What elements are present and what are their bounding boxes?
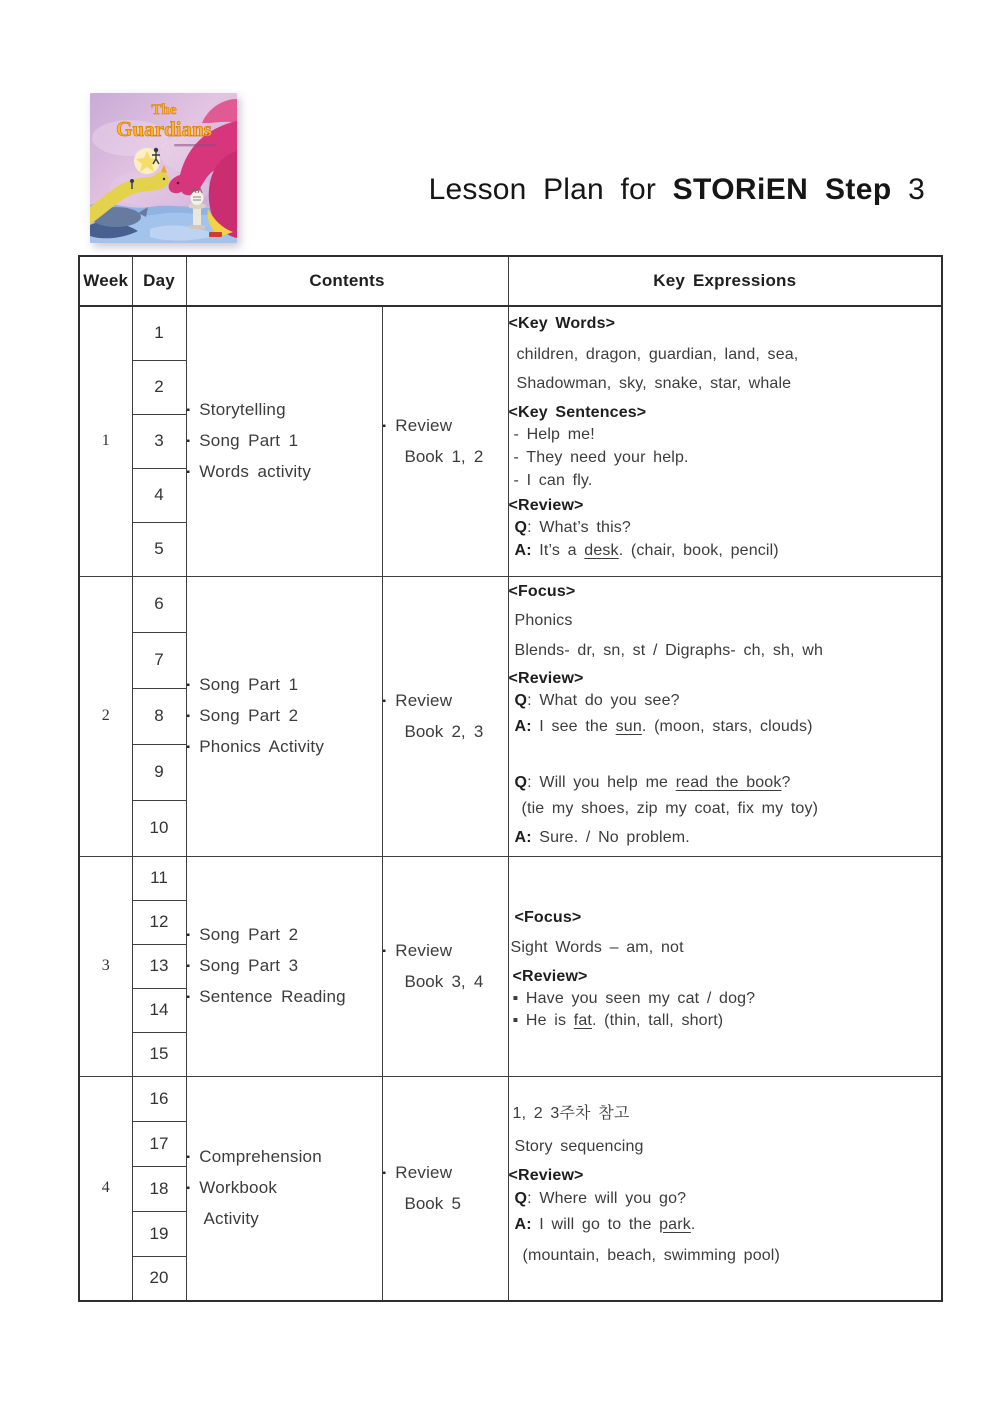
child-figure	[154, 148, 158, 152]
page-title-prefix: Lesson Plan for	[428, 173, 657, 206]
review-cell	[382, 576, 508, 856]
day-cell: 3	[132, 414, 186, 468]
day-cell: 12	[132, 900, 186, 944]
key-text: Shadowman, sky, snake, star, whale	[516, 375, 792, 392]
contents-item	[187, 457, 382, 488]
key-expressions-cell	[508, 1076, 942, 1301]
key-expression-line	[509, 1103, 942, 1125]
snake-head	[153, 172, 169, 188]
key-text: (mountain, beach, swimming pool)	[522, 1246, 780, 1264]
key-text-bold: <Review>	[508, 669, 584, 687]
contents-item	[187, 395, 382, 426]
key-expression-line	[509, 581, 942, 603]
key-text: - I can fly.	[513, 472, 593, 489]
week-cell: 2	[79, 576, 132, 856]
key-text: .	[690, 1215, 696, 1233]
key-text-bold: <Key Sentences>	[508, 404, 647, 421]
key-expression-line	[509, 1214, 942, 1236]
bullet-icon: ▪	[382, 695, 387, 707]
bullet-icon: ▪	[382, 1167, 387, 1179]
key-expression-line	[509, 447, 942, 469]
contents-item	[187, 920, 382, 951]
page-title	[429, 173, 925, 207]
key-expression-line	[509, 344, 942, 366]
contents-item	[187, 1142, 382, 1173]
key-text: Phonics	[514, 611, 573, 629]
bullet-icon: ▪	[186, 466, 191, 478]
key-text-bold: <Review>	[508, 497, 584, 514]
bullet-icon: ▪	[186, 679, 191, 691]
review-cell	[382, 856, 508, 1076]
lesson-plan-table	[78, 255, 943, 1302]
key-text: I see the	[531, 717, 616, 735]
key-text-underlined: fat	[573, 1011, 592, 1029]
key-expressions-cell	[508, 856, 942, 1076]
key-expression-line	[509, 716, 942, 738]
publisher-logo	[209, 232, 222, 237]
header-day: Day	[132, 256, 186, 306]
day-cell: 11	[132, 856, 186, 900]
contents-item	[187, 1173, 382, 1204]
key-expression-line	[509, 772, 942, 794]
contents-item	[187, 426, 382, 457]
contents-item	[187, 732, 382, 763]
review-item	[383, 936, 508, 967]
day-cell: 13	[132, 944, 186, 988]
key-text: Blends- dr, sn, st / Digraphs- ch, sh, wh	[514, 641, 824, 659]
cover-byline	[174, 144, 216, 146]
key-expression-line	[509, 517, 942, 539]
day-cell: 9	[132, 744, 186, 800]
key-expression-line	[509, 640, 942, 662]
contents-item	[187, 982, 382, 1013]
key-expression-line	[509, 1188, 942, 1210]
day-cell: 6	[132, 576, 186, 632]
book-cover-image	[90, 93, 237, 243]
child-figure	[130, 179, 134, 183]
key-text-bold: Q	[514, 773, 528, 791]
contents-item	[187, 951, 382, 982]
key-expression-line	[509, 402, 942, 424]
key-expression-line	[509, 470, 942, 492]
book-cover-art	[90, 93, 237, 243]
key-text: Sure. / No problem.	[531, 828, 690, 846]
key-text: Story sequencing	[514, 1137, 644, 1155]
review-label: Review	[395, 940, 453, 960]
lighthouse-base	[189, 225, 205, 229]
key-text: (tie my shoes, zip my coat, fix my toy)	[521, 799, 819, 817]
contents-cell	[186, 856, 382, 1076]
key-expression-line	[509, 313, 942, 335]
key-text: : Will you help me	[527, 773, 676, 791]
key-expressions-cell	[508, 306, 942, 576]
review-item	[383, 1158, 508, 1189]
review-label: Review	[395, 415, 453, 435]
bullet-icon: ▪	[382, 945, 387, 957]
key-expression-line	[509, 937, 942, 959]
key-expressions-cell	[508, 576, 942, 856]
contents-item-label: Activity	[203, 1209, 259, 1229]
key-text: - Help me!	[513, 426, 595, 443]
key-text: . (moon, stars, clouds)	[641, 717, 813, 735]
page-title-brand: STORiEN Step	[672, 173, 892, 206]
lesson-table-body	[79, 306, 942, 1301]
key-expression-line	[509, 668, 942, 690]
key-text-underlined: read the book	[675, 773, 782, 791]
day-cell: 1	[132, 306, 186, 360]
review-book: Book 2, 3	[404, 721, 484, 741]
contents-item-label: Storytelling	[199, 399, 286, 419]
key-text-bold: <Review>	[512, 967, 588, 985]
bullet-icon: ▪	[382, 420, 387, 432]
table-row	[79, 1076, 942, 1121]
key-text-bold: <Focus>	[514, 908, 582, 926]
key-expression-line	[509, 1245, 942, 1267]
day-cell: 2	[132, 360, 186, 414]
day-cell: 15	[132, 1032, 186, 1076]
review-cell	[382, 1076, 508, 1301]
review-label: Review	[395, 1162, 453, 1182]
key-expression-line	[509, 907, 942, 929]
contents-item-label: Song Part 2	[199, 705, 299, 725]
key-expression-line	[509, 966, 942, 988]
cover-title-guardians: Guardians	[116, 117, 212, 141]
bullet-icon: ▪	[186, 1152, 191, 1164]
contents-item-label: Sentence Reading	[199, 986, 346, 1006]
table-row	[79, 576, 942, 632]
header-key-expressions: Key Expressions	[508, 256, 942, 306]
key-text: : Where will you go?	[527, 1189, 687, 1207]
header-contents: Contents	[186, 256, 508, 306]
day-cell: 10	[132, 800, 186, 856]
day-cell: 4	[132, 468, 186, 522]
key-text: : What’s this?	[527, 519, 631, 536]
contents-item-label: Comprehension	[199, 1147, 322, 1167]
key-text-bold: Q	[514, 1189, 528, 1207]
day-cell: 18	[132, 1166, 186, 1211]
contents-item-label: Phonics Activity	[199, 736, 325, 756]
snake-eye	[163, 178, 165, 180]
key-expression-line	[509, 1165, 942, 1187]
contents-item-label: Song Part 2	[199, 924, 299, 944]
table-row	[79, 306, 942, 360]
key-text: Sight Words – am, not	[510, 938, 684, 956]
bullet-icon: ▪	[186, 929, 191, 941]
day-cell: 20	[132, 1256, 186, 1301]
week-cell: 3	[79, 856, 132, 1076]
key-expression-line	[509, 690, 942, 712]
contents-item-label: Words activity	[199, 461, 312, 481]
bullet-icon: ▪	[186, 710, 191, 722]
dragon-eye	[177, 182, 180, 185]
key-expression-line	[509, 424, 942, 446]
key-text: ?	[781, 773, 791, 791]
contents-item	[187, 1204, 382, 1234]
key-text: I will go to the	[531, 1215, 660, 1233]
review-item	[383, 686, 508, 717]
key-text-bold: Q	[514, 691, 528, 709]
key-text: ▪ Have you seen my cat / dog?	[512, 989, 756, 1007]
key-expression-line	[509, 540, 942, 562]
week-cell: 4	[79, 1076, 132, 1301]
key-text-bold: A:	[514, 717, 532, 735]
contents-item-label: Song Part 1	[199, 674, 299, 694]
bullet-icon: ▪	[186, 960, 191, 972]
key-text-bold: <Review>	[508, 1166, 584, 1184]
key-text: - They need your help.	[513, 449, 689, 466]
contents-item-label: Workbook	[199, 1178, 278, 1198]
key-expression-line	[509, 827, 942, 849]
key-text-bold: <Focus>	[508, 582, 576, 600]
table-row	[79, 856, 942, 900]
key-expression-line	[509, 495, 942, 517]
key-expression-line	[509, 798, 942, 820]
key-text: . (thin, tall, short)	[591, 1011, 724, 1029]
review-book: Book 3, 4	[404, 971, 484, 991]
key-text-bold: A:	[514, 1215, 532, 1233]
day-cell: 7	[132, 632, 186, 688]
contents-cell	[186, 576, 382, 856]
key-text-underlined: desk	[584, 542, 619, 559]
review-item	[383, 411, 508, 442]
bullet-icon: ▪	[186, 435, 191, 447]
key-text: ▪ He is	[512, 1011, 574, 1029]
contents-item	[187, 670, 382, 701]
key-text: : What do you see?	[527, 691, 680, 709]
lighthouse-tower	[193, 207, 201, 227]
bullet-icon: ▪	[186, 741, 191, 753]
header-week: Week	[79, 256, 132, 306]
review-cell	[382, 306, 508, 576]
key-text: 1, 2 3주차 참고	[512, 1104, 630, 1122]
bullet-icon: ▪	[186, 1183, 191, 1195]
contents-cell	[186, 306, 382, 576]
key-text: It’s a	[531, 542, 585, 559]
table-header-row	[79, 256, 942, 306]
review-book: Book 5	[404, 1193, 461, 1213]
day-cell: 8	[132, 688, 186, 744]
page-title-number: 3	[908, 173, 925, 206]
key-text-bold: A:	[514, 828, 532, 846]
contents-cell	[186, 1076, 382, 1301]
key-text-underlined: sun	[615, 717, 642, 735]
key-text-bold: Q	[514, 519, 528, 536]
contents-item-label: Song Part 1	[199, 430, 299, 450]
week-cell: 1	[79, 306, 132, 576]
contents-item	[187, 701, 382, 732]
day-cell: 16	[132, 1076, 186, 1121]
key-expression-line	[509, 373, 942, 395]
review-label: Review	[395, 690, 453, 710]
day-cell: 5	[132, 522, 186, 576]
key-expression-line	[509, 610, 942, 632]
key-expression-line	[509, 1136, 942, 1158]
key-text: . (chair, book, pencil)	[618, 542, 779, 559]
day-cell: 14	[132, 988, 186, 1032]
cover-title-the: The	[151, 102, 177, 118]
key-text-underlined: park	[659, 1215, 691, 1233]
review-book: Book 1, 2	[404, 446, 484, 466]
key-text-bold: A:	[514, 542, 532, 559]
bullet-icon: ▪	[186, 991, 191, 1003]
day-cell: 17	[132, 1121, 186, 1166]
bullet-icon: ▪	[186, 404, 191, 416]
key-text: children, dragon, guardian, land, sea,	[516, 346, 799, 363]
contents-item-label: Song Part 3	[199, 955, 299, 975]
key-expression-line	[509, 988, 942, 1010]
key-text-bold: <Key Words>	[508, 315, 616, 332]
day-cell: 19	[132, 1211, 186, 1256]
key-expression-line	[509, 1010, 942, 1032]
